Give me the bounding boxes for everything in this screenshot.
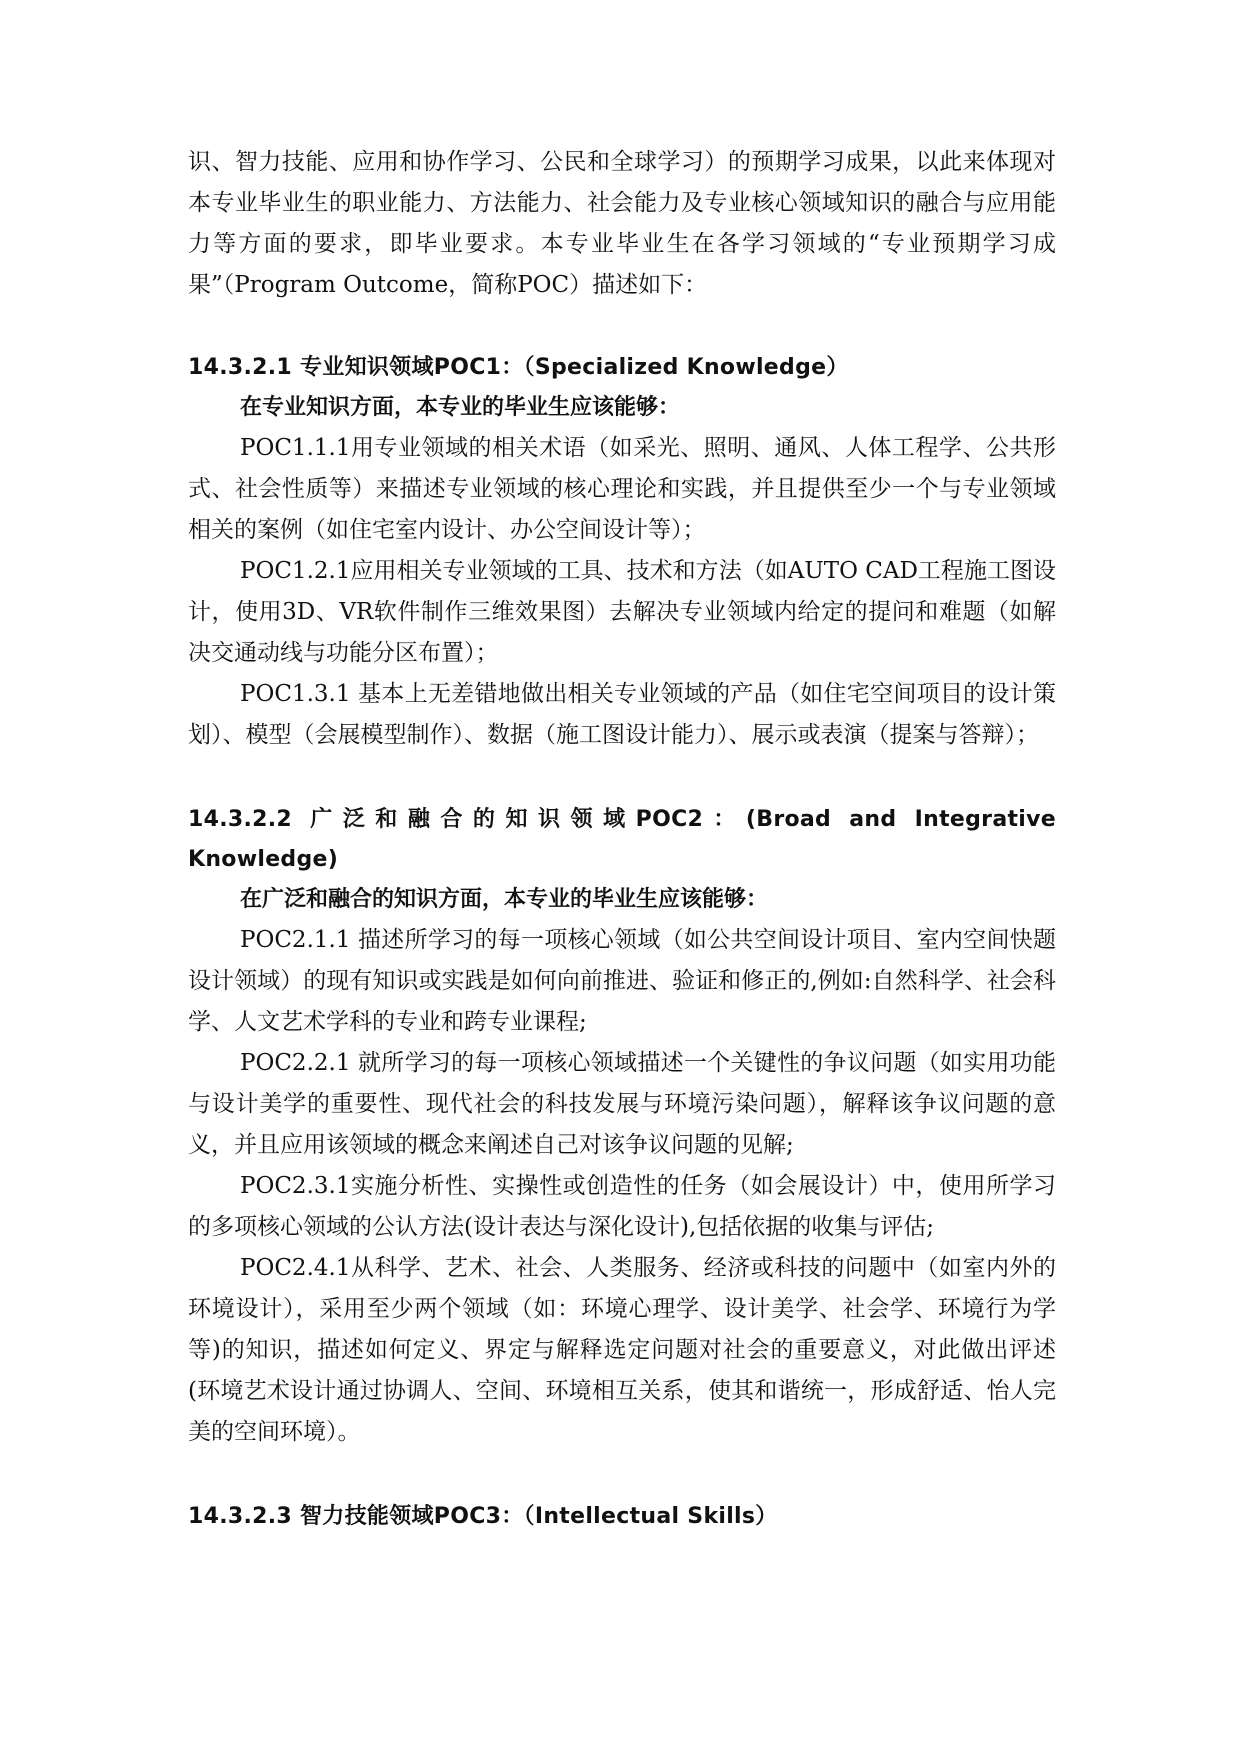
intro-paragraph: 识、智力技能、应用和协作学习、公民和全球学习）的预期学习成果，以此来体现对本专业毕业生的职业能力、方法能力、社会能力及专业核心领域知识的融合与应用能力等方面的要求，即毕业要求。本专业毕业生在各学习领域的“专业预期学习成果”（Program Outcome，简称POC）描述如下： — [188, 149, 1056, 298]
poc-item-1-1-1: POC1.1.1用专业领域的相关术语（如采光、照明、通风、人体工程学、公共形式、社会性质等）来描述专业领域的核心理论和实践，并且提供至少一个与专业领域相关的案例（如住宅室内设计、办公空间设计等）； — [188, 435, 1056, 543]
section-heading-poc2: 14.3.2.2 广泛和融合的知识领域POC2：(Broad and Integrative Knowledge) — [188, 807, 1056, 872]
section-heading-poc3: 14.3.2.3 智力技能领域POC3：（Intellectual Skills） — [188, 1504, 778, 1529]
document-body — [188, 142, 1056, 1537]
poc-item-2-1-1: POC2.1.1 描述所学习的每一项核心领域（如公共空间设计项目、室内空间快题设计领域）的现有知识或实践是如何向前推进、验证和修正的,例如:自然科学、社会科学、人文艺术学科的专业和跨专业课程; — [188, 927, 1056, 1035]
section-heading-poc1: 14.3.2.1 专业知识领域POC1：（Specialized Knowledge） — [188, 355, 849, 380]
poc-item-1-2-1: POC1.2.1应用相关专业领域的工具、技术和方法（如AUTO CAD工程施工图设计，使用3D、VR软件制作三维效果图）去解决专业领域内给定的提问和难题（如解决交通动线与功能分区布置）； — [188, 558, 1056, 666]
poc-item-1-3-1: POC1.3.1 基本上无差错地做出相关专业领域的产品（如住宅空间项目的设计策划）、模型（会展模型制作）、数据（施工图设计能力）、展示或表演（提案与答辩）； — [188, 681, 1056, 748]
poc-item-2-2-1: POC2.2.1 就所学习的每一项核心领域描述一个关键性的争议问题（如实用功能与设计美学的重要性、现代社会的科技发展与环境污染问题），解释该争议问题的意义，并且应用该领域的概念来阐述自己对该争议问题的见解; — [188, 1050, 1056, 1158]
poc-item-2-3-1: POC2.3.1实施分析性、实操性或创造性的任务（如会展设计）中，使用所学习的多项核心领域的公认方法(设计表达与深化设计),包括依据的收集与评估; — [188, 1173, 1056, 1240]
section-subheading-poc1: 在专业知识方面，本专业的毕业生应该能够： — [240, 395, 681, 420]
poc-item-2-4-1: POC2.4.1从科学、艺术、社会、人类服务、经济或科技的问题中（如室内外的环境设计），采用至少两个领域（如：环境心理学、设计美学、社会学、环境行为学等)的知识，描述如何定义、界定与解释选定问题对社会的重要意义，对此做出评述(环境艺术设计通过协调人、空间、环境相互关系，使其和谐统一，形成舒适、怡人完美的空间环境）。 — [188, 1255, 1056, 1445]
section-subheading-poc2: 在广泛和融合的知识方面，本专业的毕业生应该能够： — [240, 887, 769, 912]
